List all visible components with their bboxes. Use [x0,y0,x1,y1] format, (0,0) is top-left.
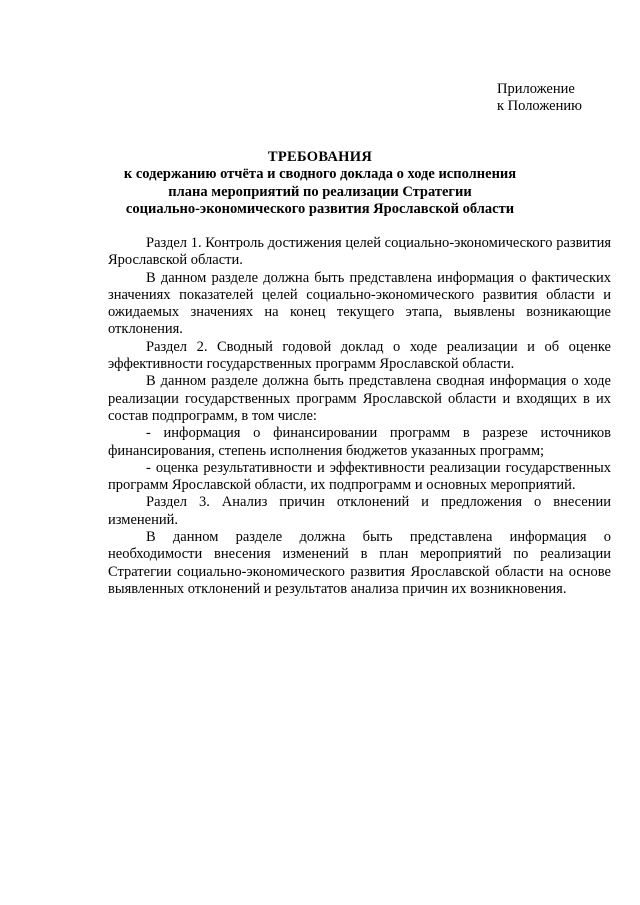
document-subtitle-line-3: социально-экономического развития Ярославской области [125,200,515,217]
section-3-heading: Раздел 3. Анализ причин отклонений и предложения о внесении изменений. [108,494,611,528]
section-1-text: В данном разделе должна быть представлена информация о фактических значениях показателей целей социально-экономического развития области и ожидаемых значениях на конец текущего этапа, выявлены возникающие отклонения. [108,269,611,338]
document-subtitle-line-2: плана мероприятий по реализации Стратегии [168,183,472,200]
section-1-heading: Раздел 1. Контроль достижения целей социально-экономического развития Ярославской области. [108,235,611,269]
section-2-list-item-1: - информация о финансировании программ в разрезе источников финансирования, степень исполнения бюджетов указанных программ; [108,425,611,459]
section-3-text: В данном разделе должна быть представлена информация о необходимости внесения изменений в план мероприятий по реализации Стратегии социально-экономического развития Ярославской области на основе выявленных отклонений и результатов анализа причин их возникновения. [108,529,611,597]
appendix-line-1: Приложение [497,81,575,97]
document-body [108,235,611,598]
appendix-line-2: к Положению [497,98,582,114]
document-subtitle-line-1: к содержанию отчёта и сводного доклада о ходе исполнения [123,166,517,183]
document-title: ТРЕБОВАНИЯ [267,149,373,165]
section-2-list-item-2: - оценка результативности и эффективности реализации государственных программ Ярославской области, их подпрограмм и основных мероприятий. [108,459,611,494]
document-heading [110,149,530,218]
section-2-heading: Раздел 2. Сводный годовой доклад о ходе реализации и об оценке эффективности государственных программ Ярославской области. [108,338,611,373]
appendix-note [497,81,582,115]
section-2-text: В данном разделе должна быть представлена сводная информация о ходе реализации государственных программ Ярославской области и входящих в их состав подпрограмм, в том числе: [108,373,611,424]
